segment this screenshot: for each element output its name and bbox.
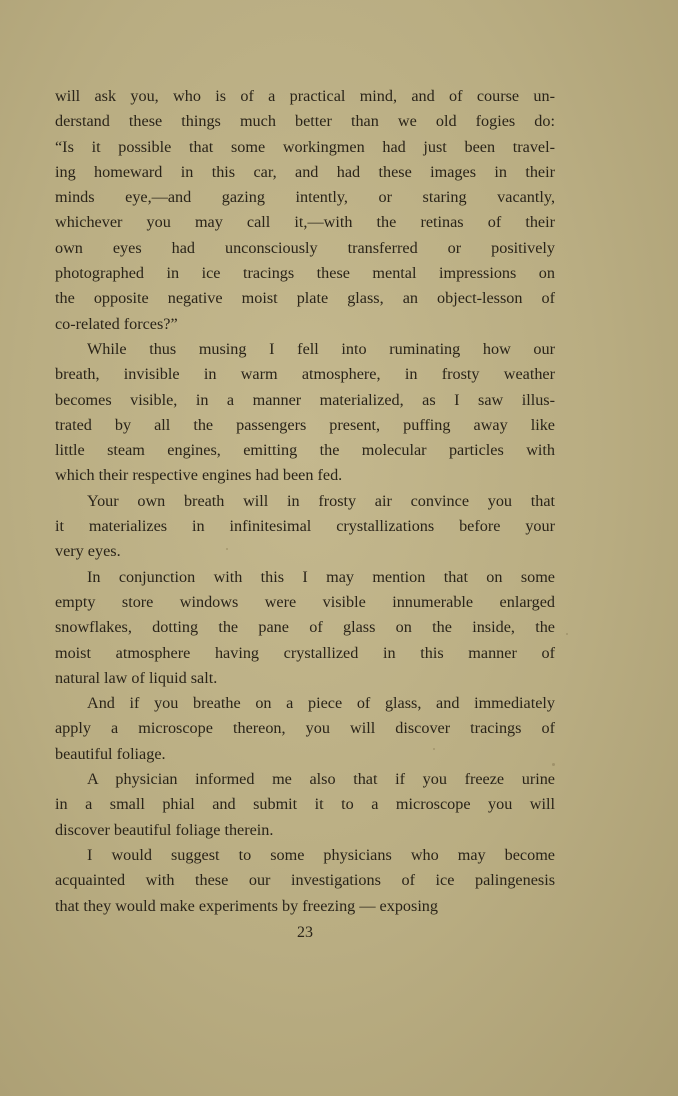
text-line: it materializes in infinitesimal crystallizations before your	[55, 517, 555, 536]
text-line: that they would make experiments by freezing — exposing	[55, 896, 438, 915]
text-line: “Is it possible that some workingmen had just been travel-	[55, 137, 555, 156]
text-line: becomes visible, in a manner materialized, as I saw illus-	[55, 390, 555, 409]
text-line: beautiful foliage.	[55, 744, 166, 763]
text-line: own eyes had unconsciously transferred or positively	[55, 238, 555, 257]
text-line: trated by all the passengers present, puffing away like	[55, 415, 555, 434]
text-line: While thus musing I fell into ruminating how our	[87, 339, 555, 358]
text-line: whichever you may call it,—with the retinas of their	[55, 213, 555, 232]
paragraph	[55, 565, 555, 691]
text-line: co-related forces?”	[55, 314, 178, 333]
text-line: ing homeward in this car, and had these images in their	[55, 162, 555, 181]
text-line: Your own breath will in frosty air convince you that	[87, 491, 555, 510]
text-line: breath, invisible in warm atmosphere, in frosty weather	[55, 365, 555, 384]
paper-speck	[566, 633, 568, 635]
text-line: A physician informed me also that if you freeze urine	[87, 770, 555, 789]
text-line: will ask you, who is of a practical mind, and of course un-	[55, 87, 555, 105]
paragraph	[55, 843, 555, 919]
paragraph	[55, 489, 555, 565]
paragraph	[55, 767, 555, 843]
text-line: very eyes.	[55, 542, 121, 561]
paragraph	[55, 84, 555, 337]
text-line: I would suggest to some physicians who may become	[87, 845, 555, 864]
text-line: acquainted with these our investigations of ice palingenesis	[55, 871, 555, 890]
page-number: 23	[297, 924, 313, 941]
text-line: photographed in ice tracings these mental impressions on	[55, 264, 555, 283]
paragraph	[55, 337, 555, 489]
text-line: natural law of liquid salt.	[55, 668, 218, 687]
text-line: which their respective engines had been fed.	[55, 466, 343, 485]
text-line: moist atmosphere having crystallized in this manner of	[55, 643, 555, 662]
paragraph	[55, 691, 555, 767]
text-line: discover beautiful foliage therein.	[55, 820, 274, 839]
text-line: empty store windows were visible innumerable enlarged	[55, 592, 555, 611]
text-line: apply a microscope thereon, you will discover tracings of	[55, 719, 555, 738]
text-line: derstand these things much better than we old fogies do:	[55, 112, 555, 131]
text-line: minds eye,—and gazing intently, or staring vacantly,	[55, 188, 555, 207]
text-line: And if you breathe on a piece of glass, and immediately	[87, 694, 555, 713]
text-line: In conjunction with this I may mention that on some	[87, 567, 555, 586]
text-line: snowflakes, dotting the pane of glass on the inside, the	[55, 618, 555, 637]
body-text	[55, 84, 555, 919]
text-line: in a small phial and submit it to a microscope you will	[55, 795, 555, 814]
text-line: little steam engines, emitting the molecular particles with	[55, 441, 555, 460]
text-line: the opposite negative moist plate glass, an object-lesson of	[55, 289, 555, 308]
